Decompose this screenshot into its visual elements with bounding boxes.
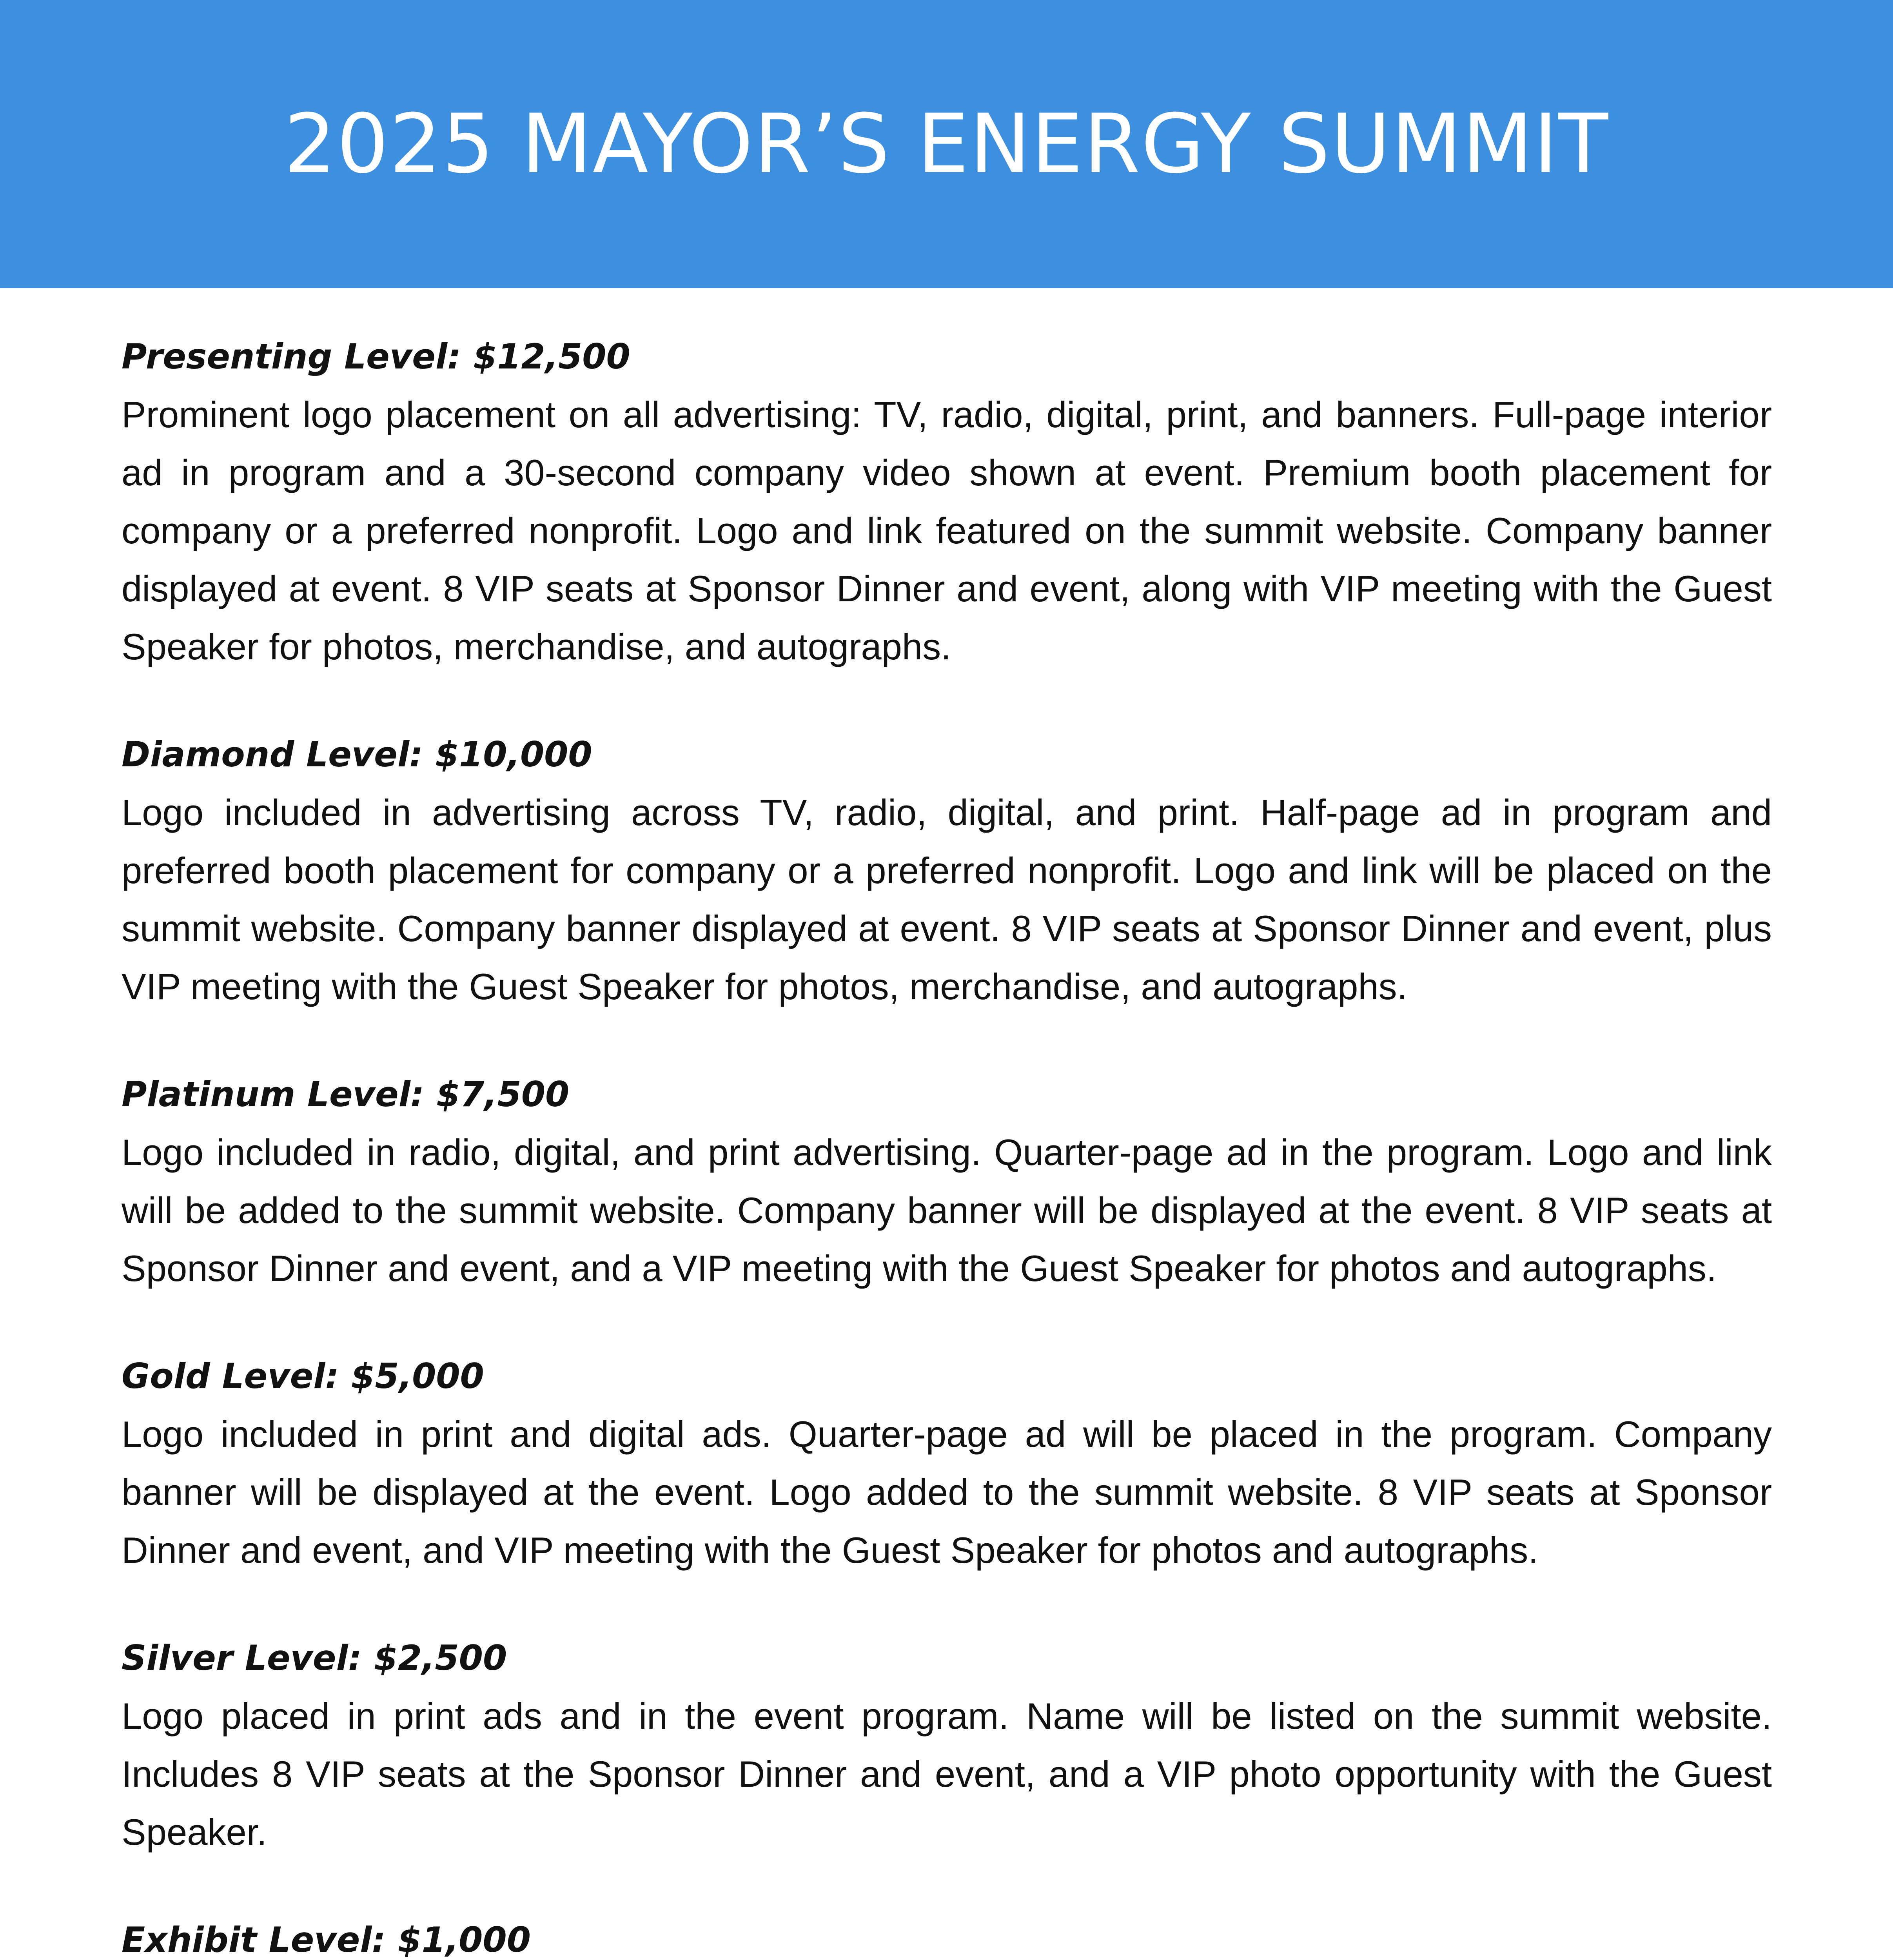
- level-title: Gold Level: $5,000: [122, 1356, 484, 1396]
- level-title: Exhibit Level: $1,000: [122, 1920, 531, 1960]
- level-title: Diamond Level: $10,000: [122, 734, 592, 775]
- level-description: Logo included in print and digital ads. Quarter-page ad will be placed in the program. Company banner will be displayed at the event. Logo added to the summit website. 8 VIP seats at Sponsor Dinner and event, and VIP meeting with the Guest Speaker for photos and autographs.: [122, 1414, 1772, 1571]
- level-title: Platinum Level: $7,500: [122, 1074, 570, 1114]
- level-exhibit: [122, 1916, 1772, 1960]
- level-description: Logo included in advertising across TV, radio, digital, and print. Half-page ad in program and preferred booth placement for company or a preferred nonprofit. Logo and link will be placed on the summit website. Company banner displayed at event. 8 VIP seats at Sponsor Dinner and event, plus VIP meeting with the Guest Speaker for photos, merchandise, and autographs.: [122, 792, 1772, 1007]
- level-gold: [122, 1353, 1772, 1579]
- level-title: Silver Level: $2,500: [122, 1638, 507, 1678]
- header-banner: [0, 0, 1893, 288]
- level-silver: [122, 1635, 1772, 1861]
- page-title: 2025 MAYOR’S ENERGY SUMMIT: [284, 96, 1609, 192]
- sponsorship-levels: [122, 333, 1772, 1960]
- level-description: Logo included in radio, digital, and print advertising. Quarter-page ad in the program. Logo and link will be added to the summit website. Company banner will be displayed at the event. 8 VIP seats at Sponsor Dinner and event, and a VIP meeting with the Guest Speaker for photos and autographs.: [122, 1132, 1772, 1289]
- level-description: Logo placed in print ads and in the event program. Name will be listed on the summit website. Includes 8 VIP seats at the Sponsor Dinner and event, and a VIP photo opportunity with the Guest Speaker.: [122, 1695, 1772, 1853]
- level-title: Presenting Level: $12,500: [122, 336, 630, 377]
- level-description: Prominent logo placement on all advertising: TV, radio, digital, print, and banners. Full-page interior ad in program and a 30-second company video shown at event. Premium booth placement for company or a preferred nonprofit. Logo and link featured on the summit website. Company banner displayed at event. 8 VIP seats at Sponsor Dinner and event, along with VIP meeting with the Guest Speaker for photos, merchandise, and autographs.: [122, 394, 1772, 667]
- level-diamond: [122, 731, 1772, 1016]
- level-platinum: [122, 1071, 1772, 1298]
- level-presenting: [122, 333, 1772, 676]
